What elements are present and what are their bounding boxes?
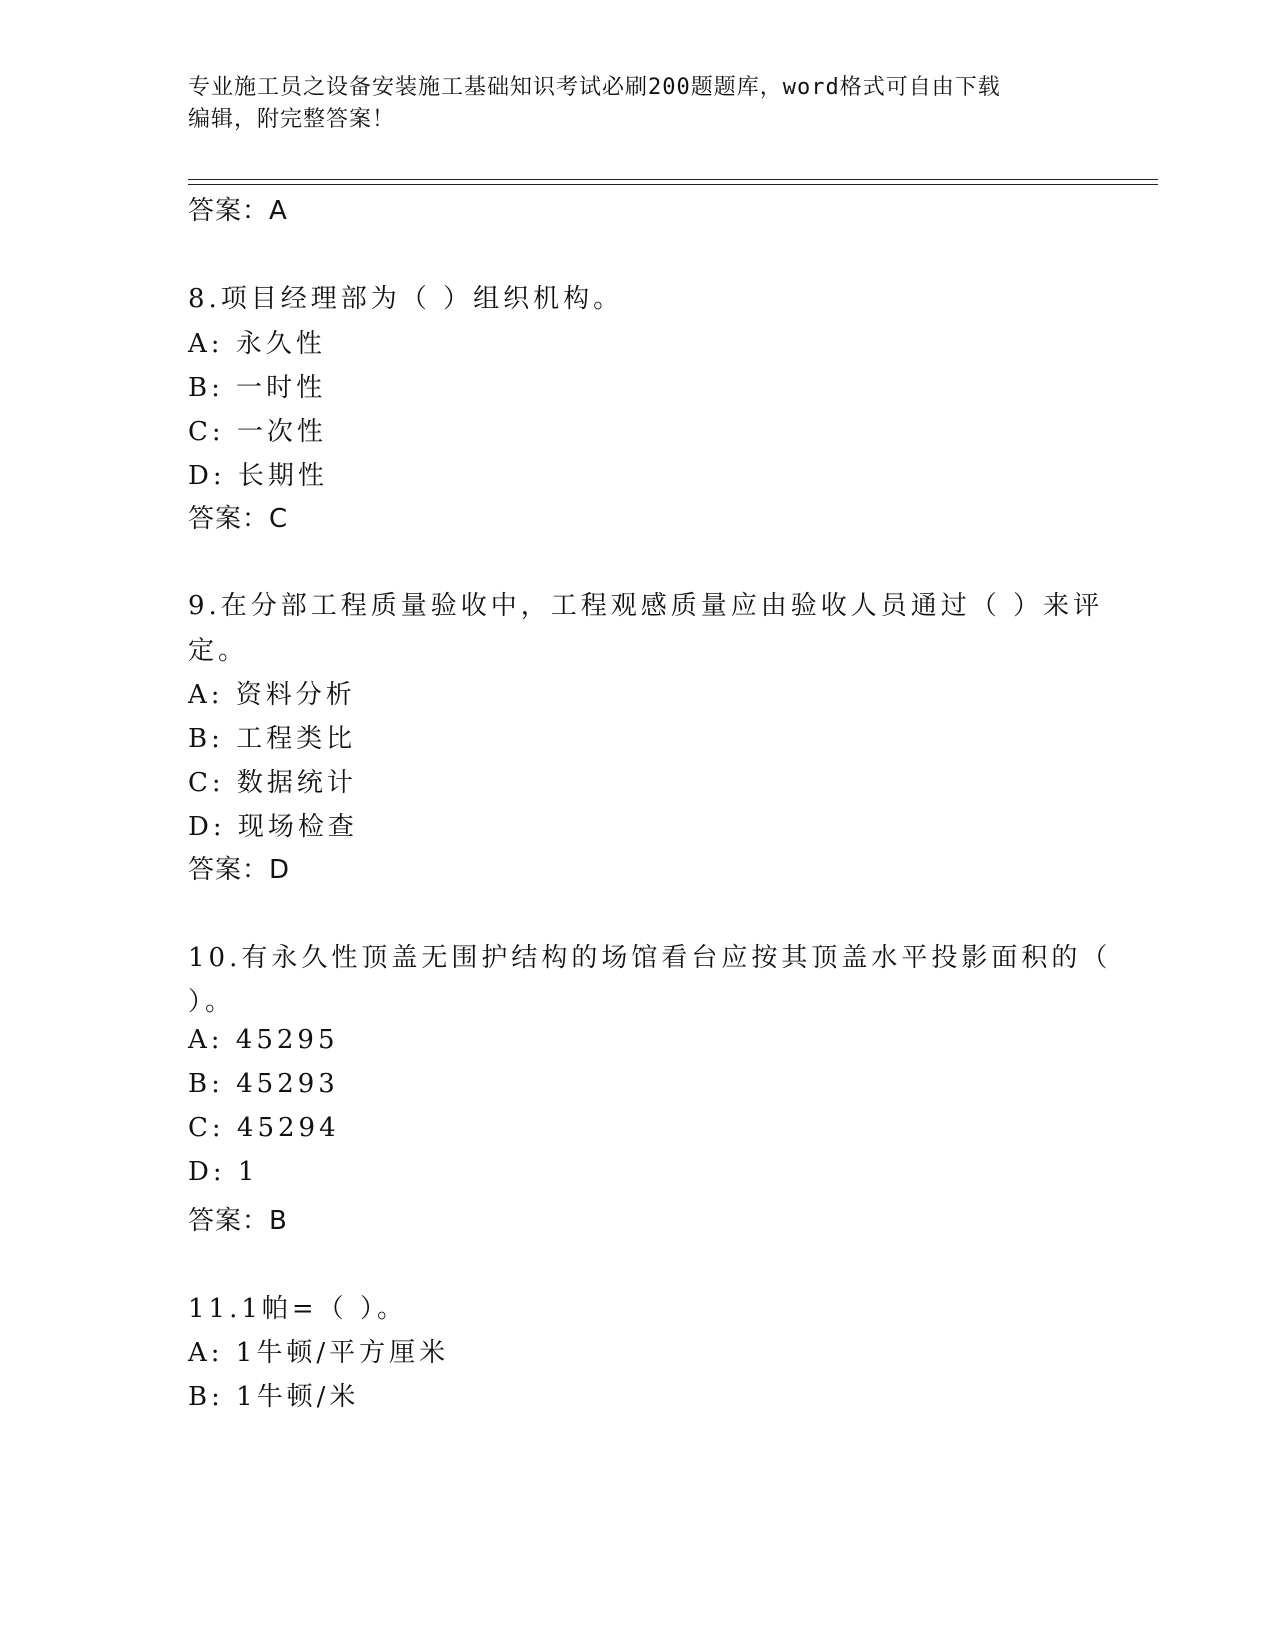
question-10-option-c: C: 45294 [188,1113,340,1143]
question-11-option-a: A: 1牛顿/平方厘米 [188,1338,450,1368]
question-11-option-b: B: 1牛顿/米 [188,1382,360,1412]
header-divider-2 [188,184,1158,185]
question-9-option-a: A: 资料分析 [188,680,356,710]
question-9-option-d: D: 现场检查 [188,812,358,842]
question-10-option-a: A: 45295 [188,1025,339,1055]
question-10-option-d: D: 1 [188,1157,259,1187]
question-10-answer: 答案：B [188,1206,288,1236]
question-8-option-a: A: 永久性 [188,329,326,359]
question-8-option-d: D: 长期性 [188,461,328,491]
question-8-option-c: C: 一次性 [188,417,327,447]
question-11-text: 11.1帕=（ ）。 [188,1294,407,1324]
question-8-answer: 答案：C [188,504,289,534]
question-9-option-c: C: 数据统计 [188,768,357,798]
previous-answer: 答案：A [188,196,288,226]
header-divider [188,179,1158,180]
header-line-2: 编辑，附完整答案！ [188,107,396,132]
question-9-option-b: B: 工程类比 [188,724,357,754]
question-9-text-cont: 定。 [188,636,249,666]
document-header [188,72,1088,136]
question-9-answer: 答案：D [188,855,291,885]
question-10-text-cont: ）。 [188,987,236,1017]
header-line-1: 专业施工员之设备安装施工基础知识考试必刷200题题库，word格式可自由下载 [188,75,1001,100]
question-9-text: 9.在分部工程质量验收中，工程观感质量应由验收人员通过（ ）来评 [188,591,1104,621]
question-10-text: 10.有永久性顶盖无围护结构的场馆看台应按其顶盖水平投影面积的（ [188,943,1112,973]
question-8-text: 8.项目经理部为（ ）组织机构。 [188,284,624,314]
question-10-option-b: B: 45293 [188,1069,339,1099]
question-8-option-b: B: 一时性 [188,373,327,403]
